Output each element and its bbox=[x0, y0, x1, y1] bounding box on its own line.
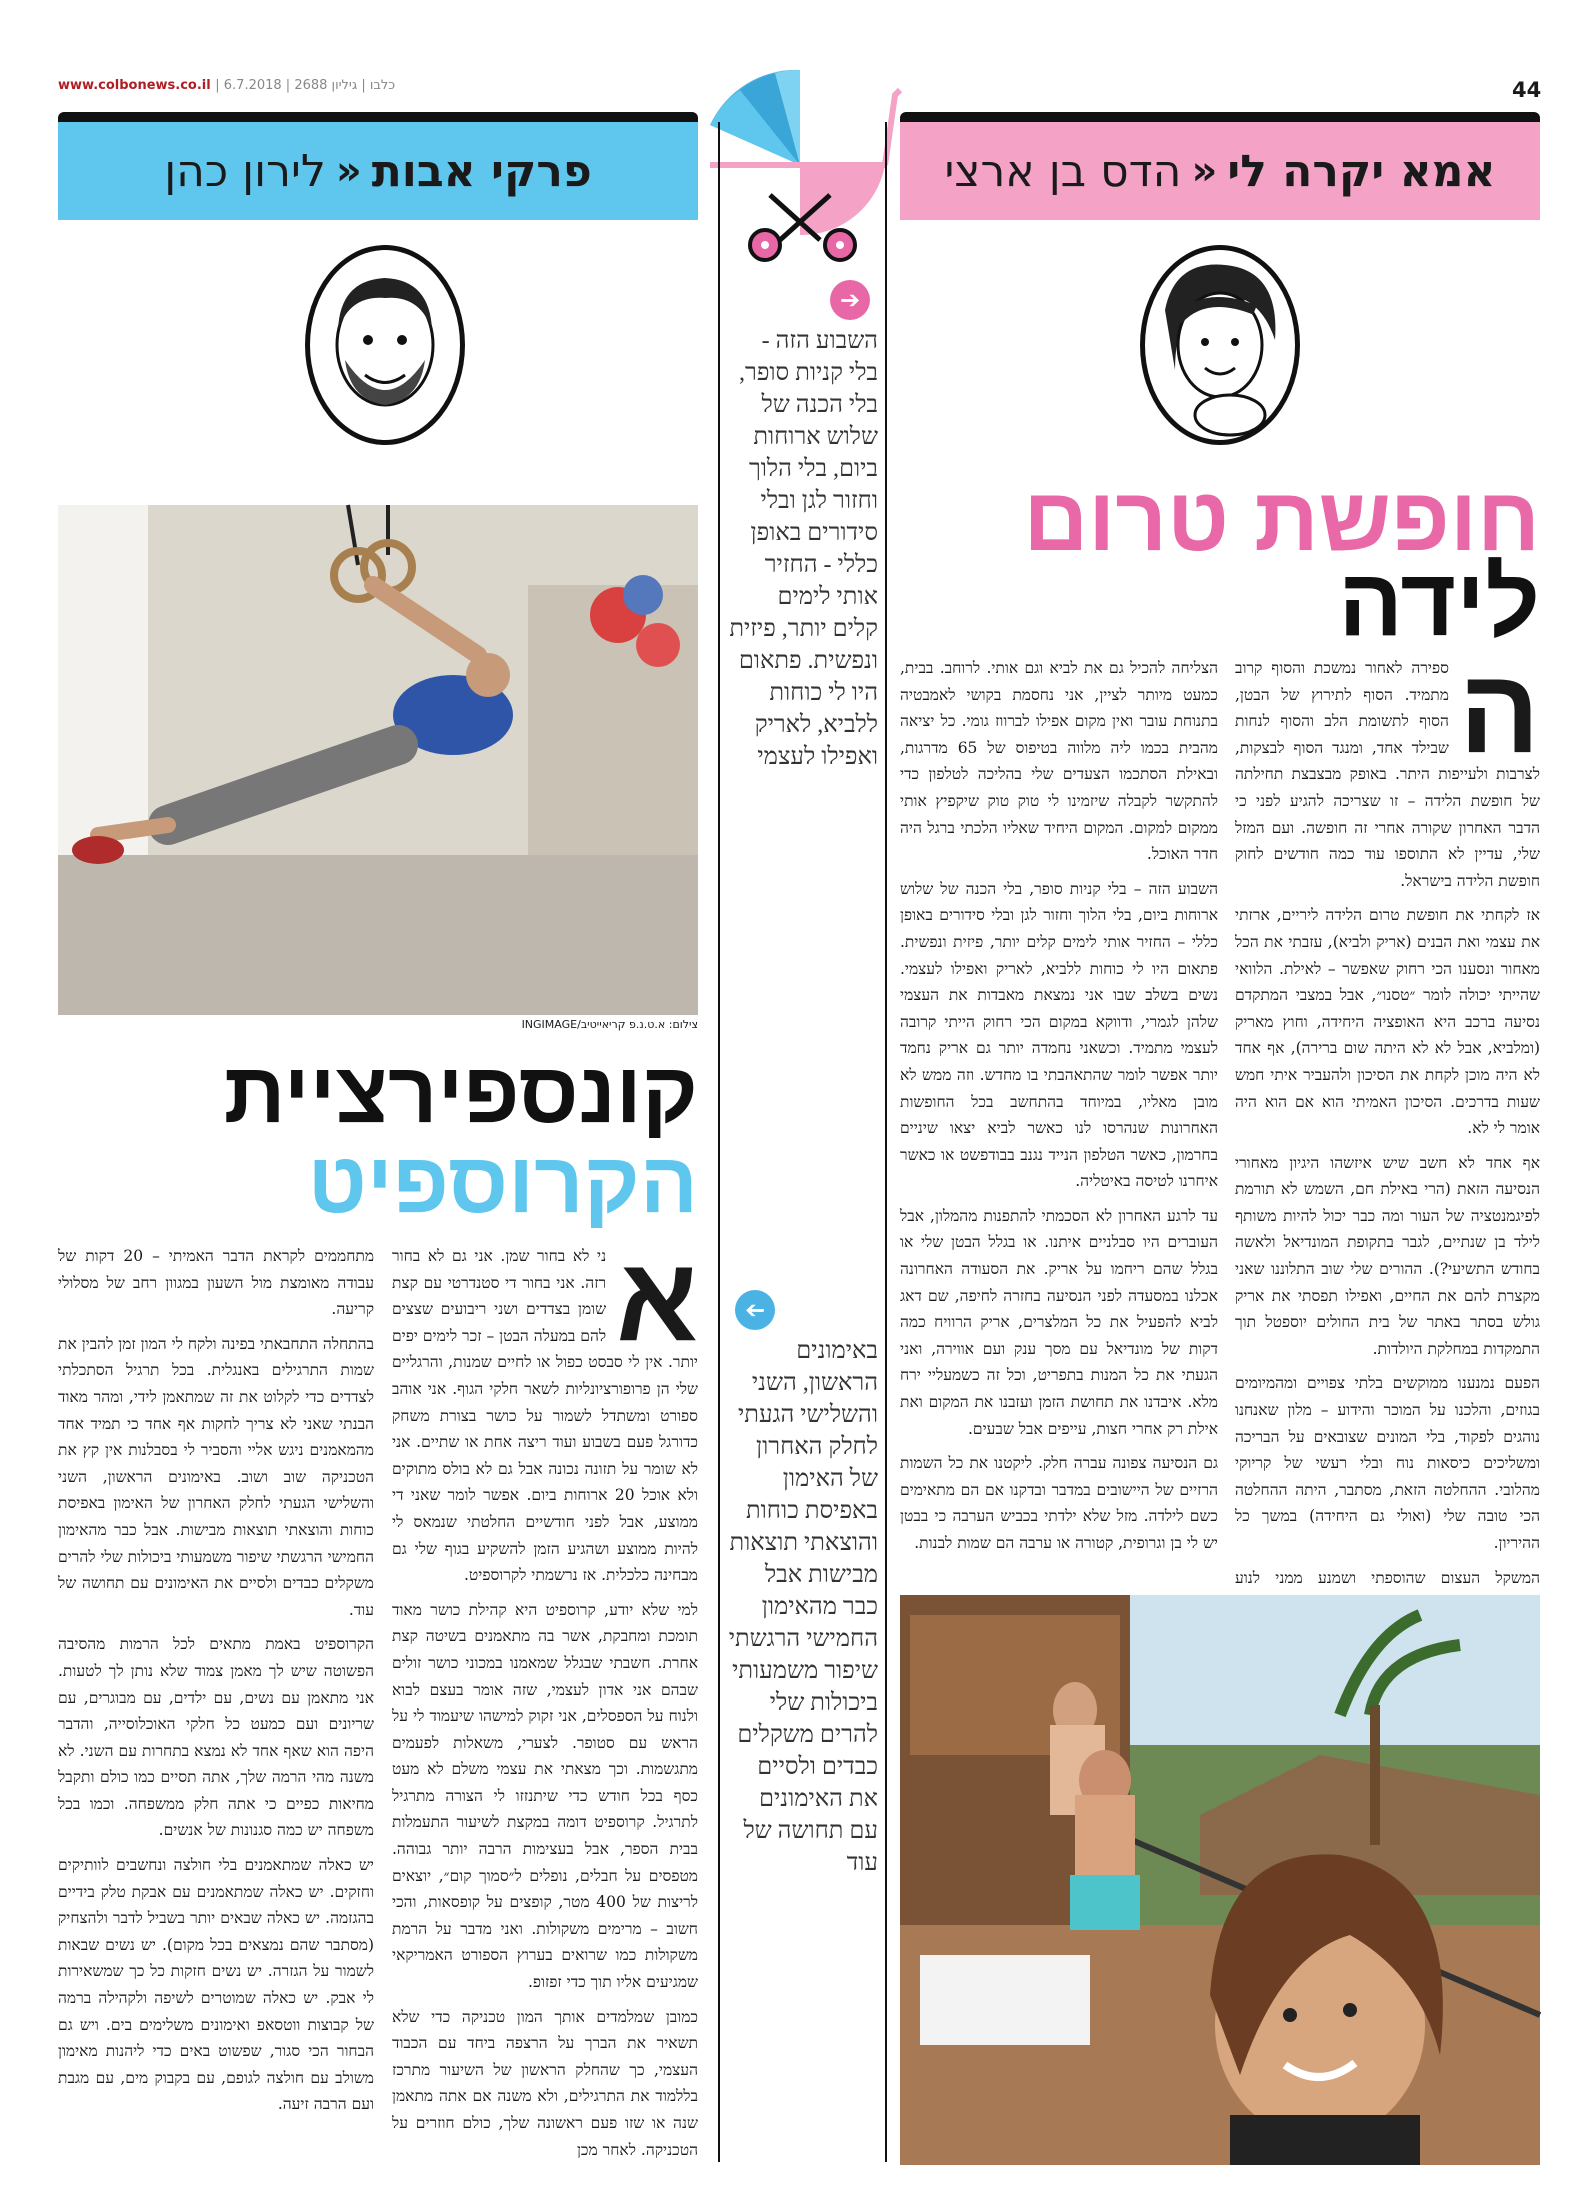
arrow-right-icon: ➔ bbox=[830, 280, 870, 320]
paragraph: הפעם נמנענו ממוקשים בלתי צפויים ומהמיומים בגוזים, והלכנו על המוכר והידוע – מלון שאנחנו נוהגים לפקוד, בלי המונים שצובאים על הבריכה ומשליכים כיסאות נוח ובלי רעשי של קריוקי מהלובי. ההחלטה הזאת, מסתבר, היתה ההחלטה הכי טובה שלי (ואולי גם היחידה) במשך כל ההיריון. bbox=[1235, 1374, 1540, 1552]
banner-author: לירון כהן bbox=[164, 145, 326, 197]
paragraph: אף אחד לא חשב שיש איזשהו היגיון מאחורי הנסיעה הזאת (הרי באילת חם, השמש לא תורמת לפיגמנטציה של העור ומה כבר יכול להיות משותף לילד בן שנתיים, לגבר בתקופת המונדיאל ולאשה בחודש התשיעי?). ההורים שלי שוב התלוננו שאני מקצרת להם את החיים, ואפילו תפסתי את אריק גולש בסתר באתר של בית החולים יוספטל תוך התמקדות במחלקת היולדות. bbox=[1235, 1153, 1540, 1358]
paragraph: כמובן שמלמדים אותך המון טכניקה כדי שלא תשאיר את הברך על הרצפה ביחד עם הכבוד העצמי, כך שהחלק הראשון של השיעור מתרכז בללמוד את התרגילים, ולא משנה אם אתה מתאמן שנה או שזו פעם ראשונה שלך, כולם חוזרים על הטכניקה. לאחר מכן bbox=[392, 2007, 698, 2159]
paragraph: ספירה לאחור נמשכת והסוף קרוב מתמיד. הסוף לתירוץ של הבטן, הסוף לתשומת הלב והסוף לנחות שבילד אחד, ומנגד הסוף לבצקות, לצרבות ולעייפות היתר. באופק מבצבצת תחילתה של חופשת הלידה – זו שצריכה להגיע לפני כי הדבר האחרון שקורה אחרי זה חופשה. ועם המזל שלי, עדיין לא התוספו עוד כמה חודשים לחוק חופשת הלידה בישראל. bbox=[1235, 659, 1540, 890]
right-headline-line2: לידה bbox=[1338, 549, 1540, 656]
pull-quote-1: השבוע הזה - בלי קניות סופר, בלי הכנה של שלוש ארוחות ביום, בלי הלוך וחזור לגן ובלי סידורים באופן כללי - החזיר אותי לימים קלים יותר, פיזית ונפשית. פתאום היו לי כוחות ללביא, לאריק ואפילו לעצמי bbox=[729, 328, 878, 770]
paragraph: למי שלא יודע, קרוספיט היא קהילת כושר מאוד תומכת ומחבקת, אשר בה מתאמנים בשיטה קצת אחרת. חשבתי שבגלל שמאמנו במכוני כושר זולים שבהם אני אדון לעצמי, שזה אומר בעצם לבוא ולנוח על הספסלים, אני זקוק למישהו שיעמוד לי על הראש עם סטופר. לצערי, משאלות לפעמים מתגשמות. וכך מצאתי את עצמי משלם לא מעט כסף בכל חודש כדי שיתנזזו לי הצורה מתרגיל לתרגיל. קרוספיט דומה במקצת לשיעור התעמלות בבית הספר, אבל בעצימות הרבה יותר גבוהה. מטפסים על חבלים, נופלים ל״סמוך קום״, יוצאים לריצות של 400 מטר, קופצים על קופסאות, והכי חשוב – מרימים משקולות. ואני מדבר על הרמת משקולות כמו שרואים בערוץ הספורט האמריקאי שמגיעים אליו תוך כדי זפזופ. bbox=[392, 1600, 699, 1992]
chevron-double-left-icon: « bbox=[335, 148, 362, 194]
right-article-col-right bbox=[1235, 644, 1540, 1587]
hotel-photo-illustration bbox=[900, 1595, 1540, 2165]
paragraph: עד לרגע האחרון לא הסכמתי להתפנות מהמלון, אבל העוברים היו סבלניים איתנו. או בגלל הבטן שלי או בגלל שהם ריחמו על אריק. את הסעודה האחרונה אכלנו במסעדה לפני הנסיעה בחזרה לחיפה, שם דאג לביא להפעיל את כל המלצרים, אריק הרוויח כמה דקות של מונדיאל עם מסך ענק ועם אווירה, ואני הגעתי את כל המנות בתפריט, וכל זה כשמעליי ירח מלא. איבדנו את תחושת הזמן ועזבנו את המקום ואת אילת רק אחרי חצות, עייפים אבל שבעים. bbox=[900, 1206, 1218, 1438]
hotel-balcony-photo bbox=[900, 1595, 1540, 2165]
banner-title: אמא יקרה לי bbox=[1227, 145, 1496, 197]
left-top-rule bbox=[58, 112, 698, 122]
arrow-left-icon: ➔ bbox=[735, 1290, 775, 1330]
author-portrait-avatar bbox=[1140, 245, 1300, 445]
paragraph: מתחממים לקראת הדבר האמיתי – 20 דקות של עבודה מאומצת מול השעון במגוון רחב של מסלולי קריעה. bbox=[58, 1247, 375, 1319]
paragraph: ני לא בחור שמן. אני גם לא בחור רזה. אני בחור די סטנדרטי עם קצת שומן בצדדים ושני ריבועים שצצים להם במעלה הבטן – זכר לימים יפים יותר. אין לי סבסט כפול או לחיים שמנות, והרגליים שלי הן פרופורציונליות לשאר חלקי הגוף. אני אוהב ספורט ומשתדל לשמור על כושר בצורת משחק כדורגל פעם בשבוע ועוד ריצה אחת או שתיים. אני לא שומר על תזונה נכונה אבל גם לא בולס מתוקים ולא אוכל 20 ארוחות ביום. אפשר לומר שאני די ממוצע, אבל לפני חודשיים החלטתי שנמאס לי להיות ממוצע ושהגיע הזמן להשקיע בגוף שלי גם מבחינה כלכלית. אז נרשמתי לקרוספיט. bbox=[392, 1247, 699, 1585]
dropcap-letter: ה bbox=[1458, 644, 1540, 778]
paragraph: הצליחה להכיל גם את לביא וגם אותי. לרוחב. בבית, כמעט מיותר לציין, אני נחסמת בקושי לאמבטיה בתנוחת עובר ואין מקום אפילו לברווז גומי. כל יציאה מהבית בכמו ליה מלווה בטיפוס של 65 מדרגות, ובאילת הסתכמו הצעדים שלי בהליכה לטלפון כדי להתקשר לקבלה שיזמינו לי טוק טוק שיקפיץ אותי ממקום למקום. המקום היחיד שאליו הלכתי ברגל היה חדר האוכל. bbox=[900, 659, 1218, 864]
right-article-col-left bbox=[900, 655, 1218, 1577]
column-divider bbox=[718, 122, 720, 2162]
banner-author: הדס בן ארצי bbox=[944, 145, 1182, 197]
paragraph: אז לקחתי את חופשת טרום הלידה ליריים, ארזתי את עצמי ואת הבנים (אריק ולביא), עזבתי את הכל מאחור ונסענו הכי רחוק שאפשר – לאילת. הלוואי שהייתי יכולה לומר ״טסנו״, אבל במצבי המתקדם נסיעה ברכב היא האופציה היחידה, וחוץ מאריק (ומלביא, אבל לא לא היתה שום ברירה), אף אחד לא היה מוכן לקחת את הסיכון ולהעביר איתי חמש שעות בדרכים. הסיכון האמיתי הוא אם הוא היה אומר לי לא. bbox=[1235, 906, 1540, 1138]
avatar-man-icon bbox=[310, 250, 460, 440]
left-headline-line1: קונספירציית bbox=[223, 1045, 698, 1141]
right-headline-line1: חופשת טרום bbox=[1023, 470, 1540, 570]
issue-info: | כלבו | גיליון 2688 | 6.7.2018 bbox=[215, 78, 396, 93]
page-number: 44 bbox=[1512, 78, 1542, 102]
paragraph: הקרוספיט באמת מתאים לכל הרמות מהסיבה הפשוטה שיש לך מאמן צמוד שלא נותן לך לטעות. אני מתאמן עם נשים, עם ילדים, עם מבוגרים, עם שריונים ועם כמעט כל חלקי האוכלוסייה, והדבר היפה הוא שאף אחד לא נמצא בתחרות עם השני. לא משנה מהי הרמה שלך, אתה תסיים כמו כולם ותקבל מחיאות כפיים כי אתה חלק ממשפחה. וכמו בכל משפחה יש כמה סגנונות של אנשים. bbox=[58, 1635, 374, 1840]
photo-credit: צילום: א.ט.נ.פ קריאייטיב/INGIMAGE bbox=[521, 1018, 698, 1031]
paragraph: המשקל העצום שהוספתי ושמנע ממני לנוע bbox=[1235, 1568, 1540, 1587]
left-banner bbox=[58, 122, 698, 220]
gym-rings-photo bbox=[58, 505, 698, 1015]
banner-title: פרקי אבות bbox=[371, 145, 592, 197]
column-divider bbox=[885, 122, 887, 2162]
gym-photo-illustration bbox=[58, 505, 698, 1015]
right-banner bbox=[900, 122, 1540, 220]
stroller-canopy bbox=[710, 70, 800, 165]
left-headline-line2: הקרוספיט bbox=[307, 1135, 698, 1231]
avatar-woman-icon bbox=[1145, 250, 1295, 440]
stroller-basket bbox=[800, 165, 885, 235]
left-article-col-left bbox=[58, 1243, 374, 2178]
right-top-rule bbox=[900, 112, 1540, 122]
author-portrait-avatar bbox=[305, 245, 465, 445]
pull-quote-2: באימונים הראשון, השני והשלישי הגעתי לחלק האחרון של האימון באפיסת כוחות והוצאתי תוצאות מבישות אבל כבר מהאימון החמישי הרגשתי שיפור משמעותי ביכולות שלי להרים משקלים כבדים ולסיים את האימונים עם תחושה של עוד bbox=[728, 1338, 878, 1876]
paragraph: גם הנסיעה צפונה עברה חלק. ליקטנו את כל השמות הרזיים של היישובים במדבר ובדקנו אם הם מתאימים כשם לילדה. מזל שלא ילדתי בכביש הערבה כי בבטן יש לי בן וגרופית, קטורה או ערבה הם שמות לבנות. bbox=[900, 1454, 1218, 1552]
stroller-logo-icon bbox=[700, 55, 900, 265]
dropcap-letter: א bbox=[616, 1232, 698, 1366]
site-link[interactable]: www.colbonews.co.il bbox=[58, 78, 211, 93]
chevron-double-left-icon: « bbox=[1191, 148, 1218, 194]
paragraph: השבוע הזה – בלי קניות סופר, בלי הכנה של שלוש ארוחות ביום, בלי הלוך וחזור לגן ובלי סידורים באופן כללי – החזיר אותי לימים קלים יותר, פיזית ונפשית. פתאום היו לי כוחות ללביא, לאריק ואפילו לעצמי. נשים בשלב שבו אני נמצאת מאבדות את העצמי שלהן לגמרי, ודווקא במקום הכי רחוק הייתי קרובה לעצמי מתמיד. וכשאני נחמדה יותר גם אריק נחמד יותר אפשר לומר שהתאהבתי בו מחדש. וזה ממש לא מובן מאליו, במיוחד בהתחשב בכל החופשות האחרונות שנהרסו לנו כאשר לביא יצאו שיניים בחרמון, כאשר הטלפון הנייד נגנב בבודפשט או כאשר איחרנו לטיסה באיטליה. bbox=[900, 879, 1218, 1191]
paragraph: בהתחלה התחבאתי בפינה ולקח לי המון זמן להבין את שמות התרגילים באנגלית. בכל תרגיל הסתכלתי לצדדים כדי לקלוט את זה שמתאמן לידי, ומהר מאוד הבנתי שאני לא צריך לחקות אף אחד כי תמיד אחד מהמאמנים ניגש אליי והסביר לי בסבלנות אין קץ את הטכניקה שוב ושוב. באימונים הראשון, השני והשלישי הגעתי לחלק האחרון של האימון באפיסת כוחות והוצאתי תוצאות מבישות. אבל כבר מהאימון החמישי הרגשתי שיפור משמעותי ביכולות שלי להרים משקלים כבדים ולסיים את האימונים עם תחושה של עוד. bbox=[58, 1334, 374, 1619]
site-url[interactable] bbox=[58, 78, 395, 93]
paragraph: יש כאלה שמתאמנים בלי חולצה ונחשבים לוותיקים וחזקים. יש כאלה שמתאמנים עם אבקת טלק בידיים בהגזמה. יש כאלה שבאים יותר בשביל לדבר ולהצחיק (מסתבר שהם נמצאים בכל מקום). יש נשים שבאות לשמור על הגזרה. יש נשים חזקות כל כך שמשאירות לי אבק. יש כאלה שמוטרים לשיפה ולקהילה ברמה של קבוצות ווטסאפ ואימונים משלימים בים. ויש גם הבחור הכי סגור, שפשוט באים כדי ליהנות מאימון משולב עם חולצה לגופם, עם בקבוק מים, עם מגבת ועם הרבה זיעה. bbox=[58, 1856, 374, 2114]
left-article-col-right bbox=[392, 1232, 699, 2178]
